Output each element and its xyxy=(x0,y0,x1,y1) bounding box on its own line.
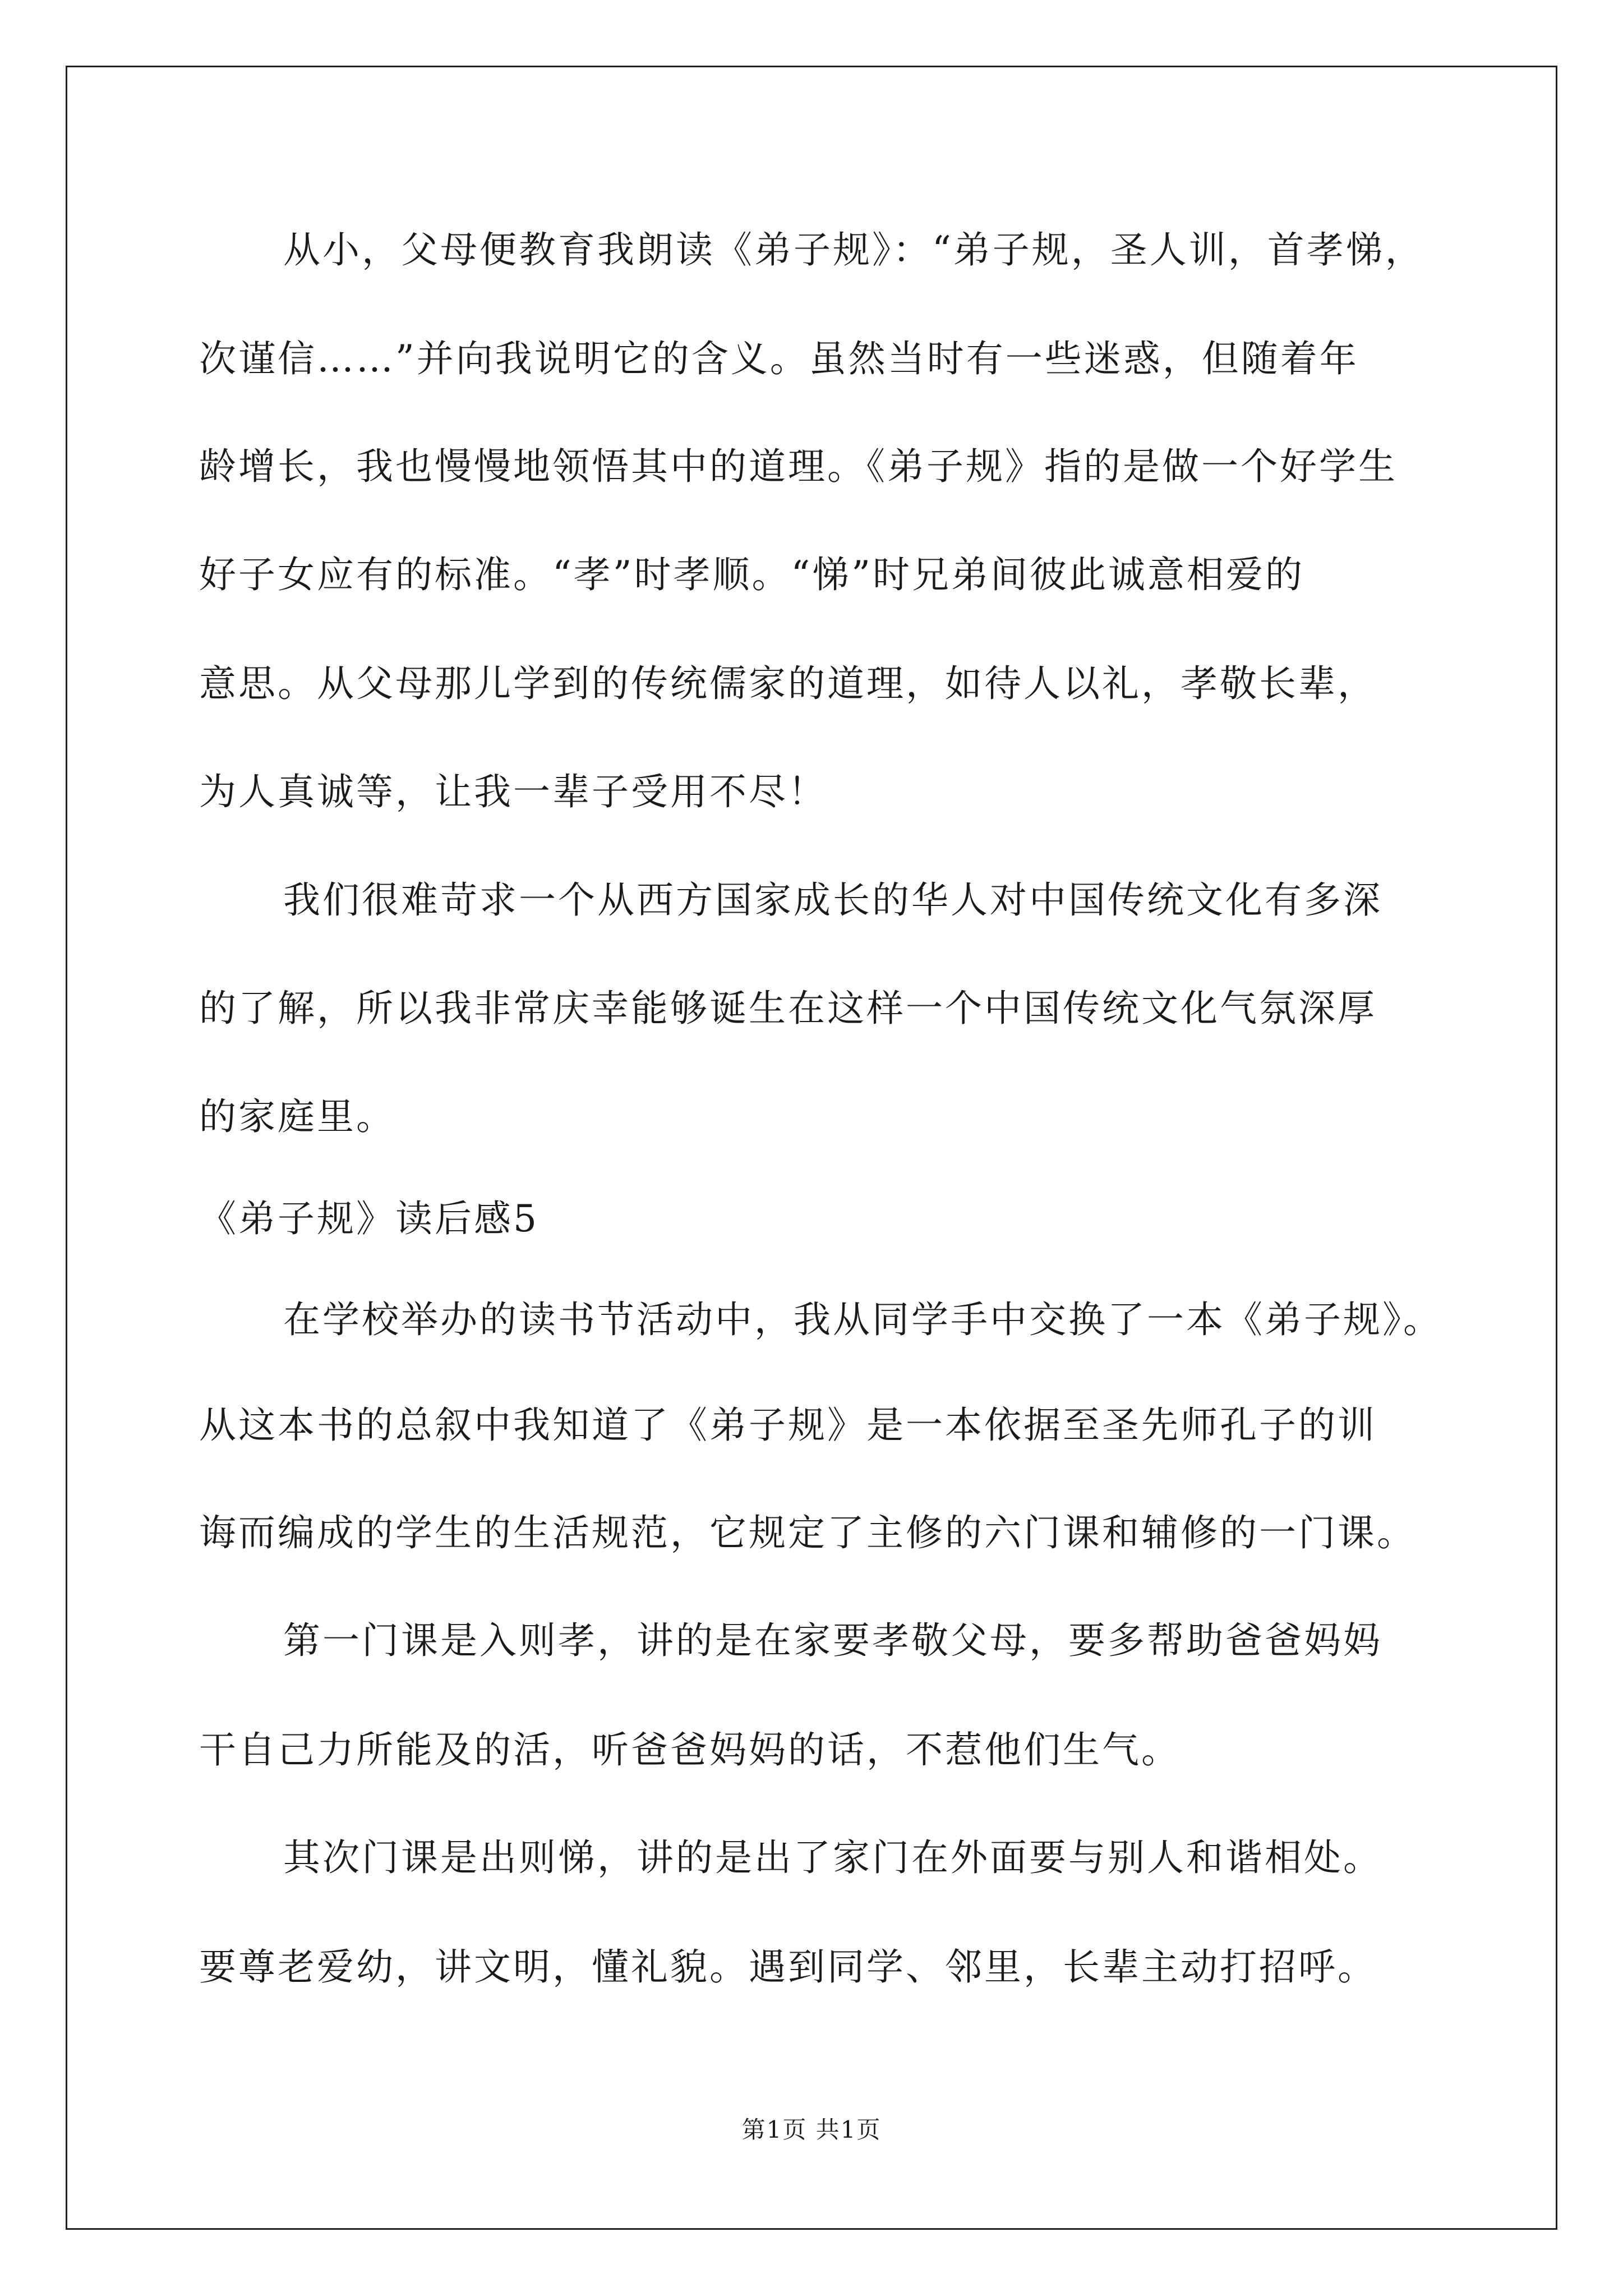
paragraph-line: 从小，父母便教育我朗读《弟子规》：“弟子规，圣人训，首孝悌， xyxy=(283,228,1424,272)
page-border xyxy=(66,66,1557,2230)
paragraph-line: 为人真诚等，让我一辈子受用不尽！ xyxy=(199,770,827,813)
paragraph-line: 意思。从父母那儿学到的传统儒家的道理，如待人以礼，孝敬长辈， xyxy=(199,662,1377,705)
paragraph-line: 其次门课是出则悌，讲的是出了家门在外面要与别人和谐相处。 xyxy=(283,1836,1382,1879)
paragraph-line: 干自己力所能及的活，听爸爸妈妈的话，不惹他们生气。 xyxy=(199,1728,1181,1772)
paragraph-line: 的了解，所以我非常庆幸能够诞生在这样一个中国传统文化气氛深厚 xyxy=(199,987,1377,1030)
paragraph-line: 的家庭里。 xyxy=(199,1095,395,1138)
paragraph-line: 第一门课是入则孝，讲的是在家要孝敬父母，要多帮助爸爸妈妈 xyxy=(283,1619,1382,1662)
paragraph-line: 次谨信……”并向我说明它的含义。虽然当时有一些迷惑，但随着年 xyxy=(199,337,1359,380)
paragraph-line: 好子女应有的标准。“孝”时孝顺。“悌”时兄弟间彼此诚意相爱的 xyxy=(199,553,1304,596)
paragraph-line: 龄增长，我也慢慢地领悟其中的道理。《弟子规》指的是做一个好学生 xyxy=(199,445,1398,488)
paragraph-line: 在学校举办的读书节活动中，我从同学手中交换了一本《弟子规》。 xyxy=(283,1298,1442,1341)
paragraph-line: 诲而编成的学生的生活规范，它规定了主修的六门课和辅修的一门课。 xyxy=(199,1511,1416,1554)
paragraph-line: 我们很难苛求一个从西方国家成长的华人对中国传统文化有多深 xyxy=(283,878,1382,922)
paragraph-line: 要尊老爱幼，讲文明，懂礼貌。遇到同学、邻里，长辈主动打招呼。 xyxy=(199,1945,1377,1989)
page-footer: 第1页 共1页 xyxy=(741,2116,882,2143)
section-heading: 《弟子规》读后感5 xyxy=(199,1197,539,1240)
paragraph-line: 从这本书的总叙中我知道了《弟子规》是一本依据至圣先师孔子的训 xyxy=(199,1404,1377,1447)
